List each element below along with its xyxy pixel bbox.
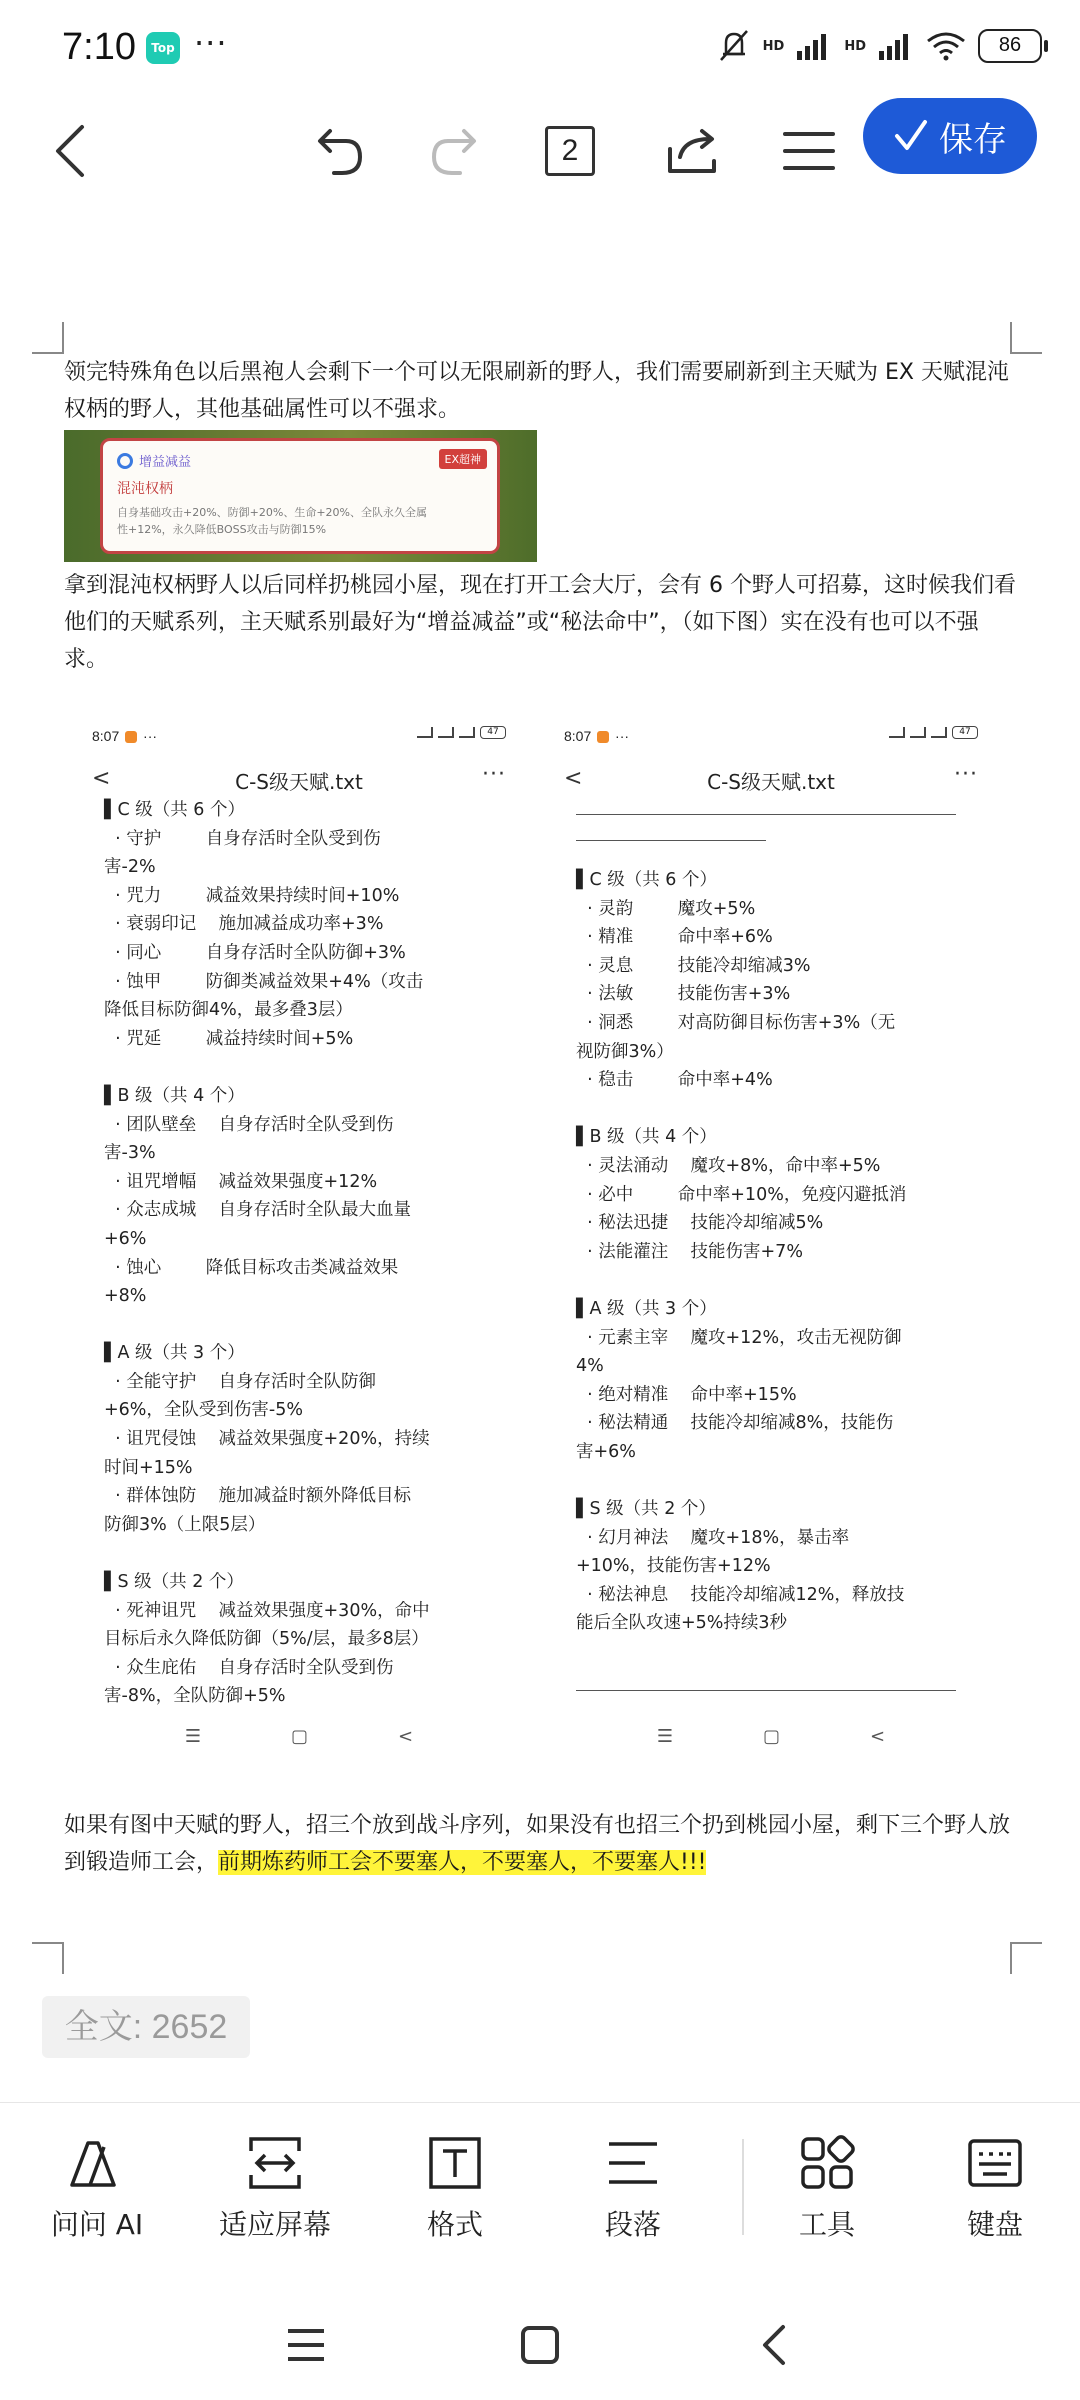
menu-icon: ☰ — [656, 1726, 674, 1747]
embedded-status-left — [92, 728, 157, 744]
signal-icon — [796, 31, 832, 61]
embedded-status-right — [564, 728, 629, 744]
signal-icon — [889, 727, 905, 738]
embedded-more-left: ··· — [143, 728, 158, 744]
page-corner-top-right — [1010, 322, 1042, 354]
talent-card — [100, 438, 500, 554]
hd-label-1: HD — [762, 38, 785, 54]
swirl-icon — [117, 453, 133, 469]
card-desc-line-2: 性+12%，永久降低BOSS攻击与防御15% — [117, 523, 327, 536]
embedded-time-right: 8:07 — [564, 728, 592, 744]
keyboard-icon — [965, 2133, 1025, 2193]
page-corner-bottom-left — [32, 1942, 64, 1974]
page-count: 2 — [545, 126, 595, 176]
more-notifications-icon: ··· — [194, 24, 228, 62]
wifi-icon — [459, 727, 475, 738]
embedded-indicators-right — [889, 726, 978, 739]
signal-icon — [438, 727, 454, 738]
app-notification-icon: Top — [146, 32, 180, 64]
tools-label: 工具 — [798, 2208, 855, 2241]
app-badge-icon — [597, 731, 609, 743]
save-button[interactable] — [863, 98, 1037, 174]
hd-label-2: HD — [844, 38, 866, 54]
system-back-button[interactable] — [734, 2310, 814, 2380]
tools-button[interactable] — [742, 2133, 912, 2263]
page-corner-top-left — [32, 322, 64, 354]
divider-line — [576, 1690, 956, 1691]
card-category — [117, 451, 483, 470]
fit-screen-label: 适应屏幕 — [218, 2208, 331, 2241]
embedded-menu-right: ··· — [954, 762, 978, 787]
recent-apps-icon — [286, 2327, 326, 2363]
share-icon — [662, 121, 722, 181]
paragraph-label: 段落 — [604, 2208, 661, 2241]
card-desc-line-1: 自身基础攻击+20%、防御+20%、生命+20%、全队永久全属 — [117, 506, 427, 519]
chevron-left-icon: < — [92, 766, 111, 791]
tools-icon — [797, 2133, 857, 2193]
page-count-button[interactable] — [536, 116, 604, 186]
embedded-time-left: 8:07 — [92, 728, 120, 744]
ai-icon — [67, 2133, 127, 2193]
fit-screen-button[interactable] — [190, 2133, 360, 2263]
card-category-label: 增益减益 — [139, 455, 192, 470]
app-badge-icon — [125, 731, 137, 743]
wifi-icon — [926, 31, 966, 61]
page-corner-bottom-right — [1010, 1942, 1042, 1974]
back-icon: < — [398, 1726, 414, 1747]
wifi-icon — [931, 727, 947, 738]
embedded-title-left: C-S级天赋.txt — [235, 770, 363, 794]
paragraph-icon — [603, 2133, 663, 2193]
status-bar — [0, 0, 1080, 100]
ask-ai-label: 问问 AI — [50, 2208, 144, 2241]
home-icon — [520, 2325, 560, 2365]
battery-indicator: 86 — [978, 29, 1042, 63]
status-time: 7:10 — [62, 26, 136, 68]
keyboard-label: 键盘 — [966, 2208, 1023, 2241]
home-icon: ▢ — [291, 1726, 309, 1747]
embedded-screenshot-right[interactable] — [536, 714, 1006, 1766]
embedded-text-left: ▌C 级（共 6 个） · 守护 自身存活时全队受到伤 害-2% · 咒力 减益效果持续时间+10% · 衰弱印记 施加减益成功率+3% · 同心 自身存活时全队防御+3% · 蚀甲 防御类减益效果+4%（攻击 降低目标防御4%，最多叠3层） · 咒延 减益持续时间+5% ▌B 级（共 4 个） · 团队壁垒 自身存活时全队受到伤 害-3% · 诅咒增幅 减益效果强度+12% · 众志成城 自身存活时全队最大血量 +6% · 蚀心 降低目标攻击类减益效果 +8% ▌A 级（共 3 个） · 全能守护 自身存活时全队防御 +6%，全队受到伤害-5% · 诅咒侵蚀 减益效果强度+20%，持续 时间+15% · 群体蚀防 施加减益时额外降低目标 防御3%（上限5层） ▌S 级（共 2 个） · 死神诅咒 减益效果强度+30%，命中 目标后永久降低防御（5%/层，最多8层） · 众生庇佑 自身存活时全队受到伤 害-8%，全队防御+5% — [104, 800, 430, 1707]
embedded-nav-right — [536, 1726, 1006, 1747]
embedded-title-right: C-S级天赋.txt — [707, 770, 835, 794]
divider-line — [576, 840, 766, 841]
paragraph-button[interactable] — [548, 2133, 718, 2263]
embedded-screenshot-left[interactable] — [64, 714, 534, 1766]
redo-button[interactable] — [418, 116, 494, 186]
mute-icon — [717, 28, 751, 64]
save-label: 保存 — [939, 119, 1007, 160]
status-indicators — [717, 28, 1042, 64]
document-paragraph-3[interactable] — [64, 1807, 1016, 1881]
menu-button[interactable] — [774, 116, 844, 186]
bottom-toolbar — [0, 2102, 1080, 2272]
format-label: 格式 — [426, 2208, 483, 2241]
undo-button[interactable] — [300, 116, 376, 186]
embedded-nav-left — [64, 1726, 534, 1747]
ask-ai-button[interactable] — [12, 2133, 182, 2263]
fit-screen-icon — [245, 2133, 305, 2193]
home-button[interactable] — [500, 2310, 580, 2380]
card-description — [117, 504, 483, 538]
word-count-badge: 全文: 2652 — [42, 1996, 250, 2058]
back-button[interactable] — [40, 116, 100, 186]
signal-icon — [910, 727, 926, 738]
card-title: 混沌权柄 — [117, 481, 173, 497]
paragraph-3-text: 如果有图中天赋的野人，招三个放到战斗序列，如果没有也招三个扔到桃园小屋，剩下三个野人放到锻造师工会， — [64, 1813, 1011, 1875]
recent-apps-button[interactable] — [266, 2310, 346, 2380]
checkmark-icon — [893, 118, 929, 154]
document-paragraph-2[interactable]: 拿到混沌权柄野人以后同样扔桃园小屋，现在打开工会大厅，会有 6 个野人可招募，这时候我们看他们的天赋系列，主天赋系别最好为“增益减益”或“秘法命中”，（如下图）实在没有也可以不强求。 — [64, 573, 1016, 672]
format-button[interactable] — [370, 2133, 540, 2263]
battery-indicator: 47 — [480, 726, 506, 739]
embedded-indicators-left — [417, 726, 506, 739]
highlighted-warning: 前期炼药师工会不要塞人，不要塞人，不要塞人!!! — [218, 1850, 707, 1875]
back-icon: < — [870, 1726, 886, 1747]
menu-icon — [783, 126, 835, 176]
divider-line — [576, 814, 956, 815]
home-icon: ▢ — [763, 1726, 781, 1747]
signal-icon-2 — [878, 31, 914, 61]
document-paragraph-1[interactable]: 领完特殊角色以后黑袍人会剩下一个可以无限刷新的野人，我们需要刷新到主天赋为 EX 天赋混沌权柄的野人，其他基础属性可以不强求。 — [64, 360, 1009, 422]
keyboard-button[interactable] — [910, 2133, 1080, 2263]
redo-icon — [426, 121, 486, 181]
battery-indicator: 47 — [952, 726, 978, 739]
back-arrow-icon — [759, 2323, 789, 2367]
menu-icon: ☰ — [184, 1726, 202, 1747]
embedded-text-right: ▌C 级（共 6 个） · 灵韵 魔攻+5% · 精准 命中率+6% · 灵息 技能冷却缩减3% · 法敏 技能伤害+3% · 洞悉 对高防御目标伤害+3%（无 视防御3%） · 稳击 命中率+4% ▌B 级（共 4 个） · 灵法涌动 魔攻+8%，命中率+5% · 必中 命中率+10%，免疫闪避抵消 · 秘法迅捷 技能冷却缩减5% · 法能灌注 技能伤害+7% ▌A 级（共 3 个） · 元素主宰 魔攻+12%，攻击无视防御 4% · 绝对精准 命中率+15% · 秘法精通 技能冷却缩减8%，技能伤 害+6% ▌S 级（共 2 个） · 幻月神法 魔攻+18%，暴击率 +10%，技能伤害+12% · 秘法神息 技能冷却缩减12%，释放技 能后全队攻速+5%持续3秒 — [576, 870, 907, 1634]
chevron-left-icon: < — [564, 766, 583, 791]
signal-icon — [417, 727, 433, 738]
editor-toolbar — [0, 96, 1080, 206]
text-format-icon — [425, 2133, 485, 2193]
undo-icon — [308, 121, 368, 181]
card-rarity-badge: EX超神 — [439, 449, 488, 469]
share-button[interactable] — [654, 116, 730, 186]
chevron-left-icon — [50, 121, 90, 181]
system-navigation-bar — [0, 2290, 1080, 2400]
talent-card-image[interactable] — [64, 430, 537, 562]
embedded-more-right: ··· — [615, 728, 630, 744]
embedded-menu-left: ··· — [482, 762, 506, 787]
